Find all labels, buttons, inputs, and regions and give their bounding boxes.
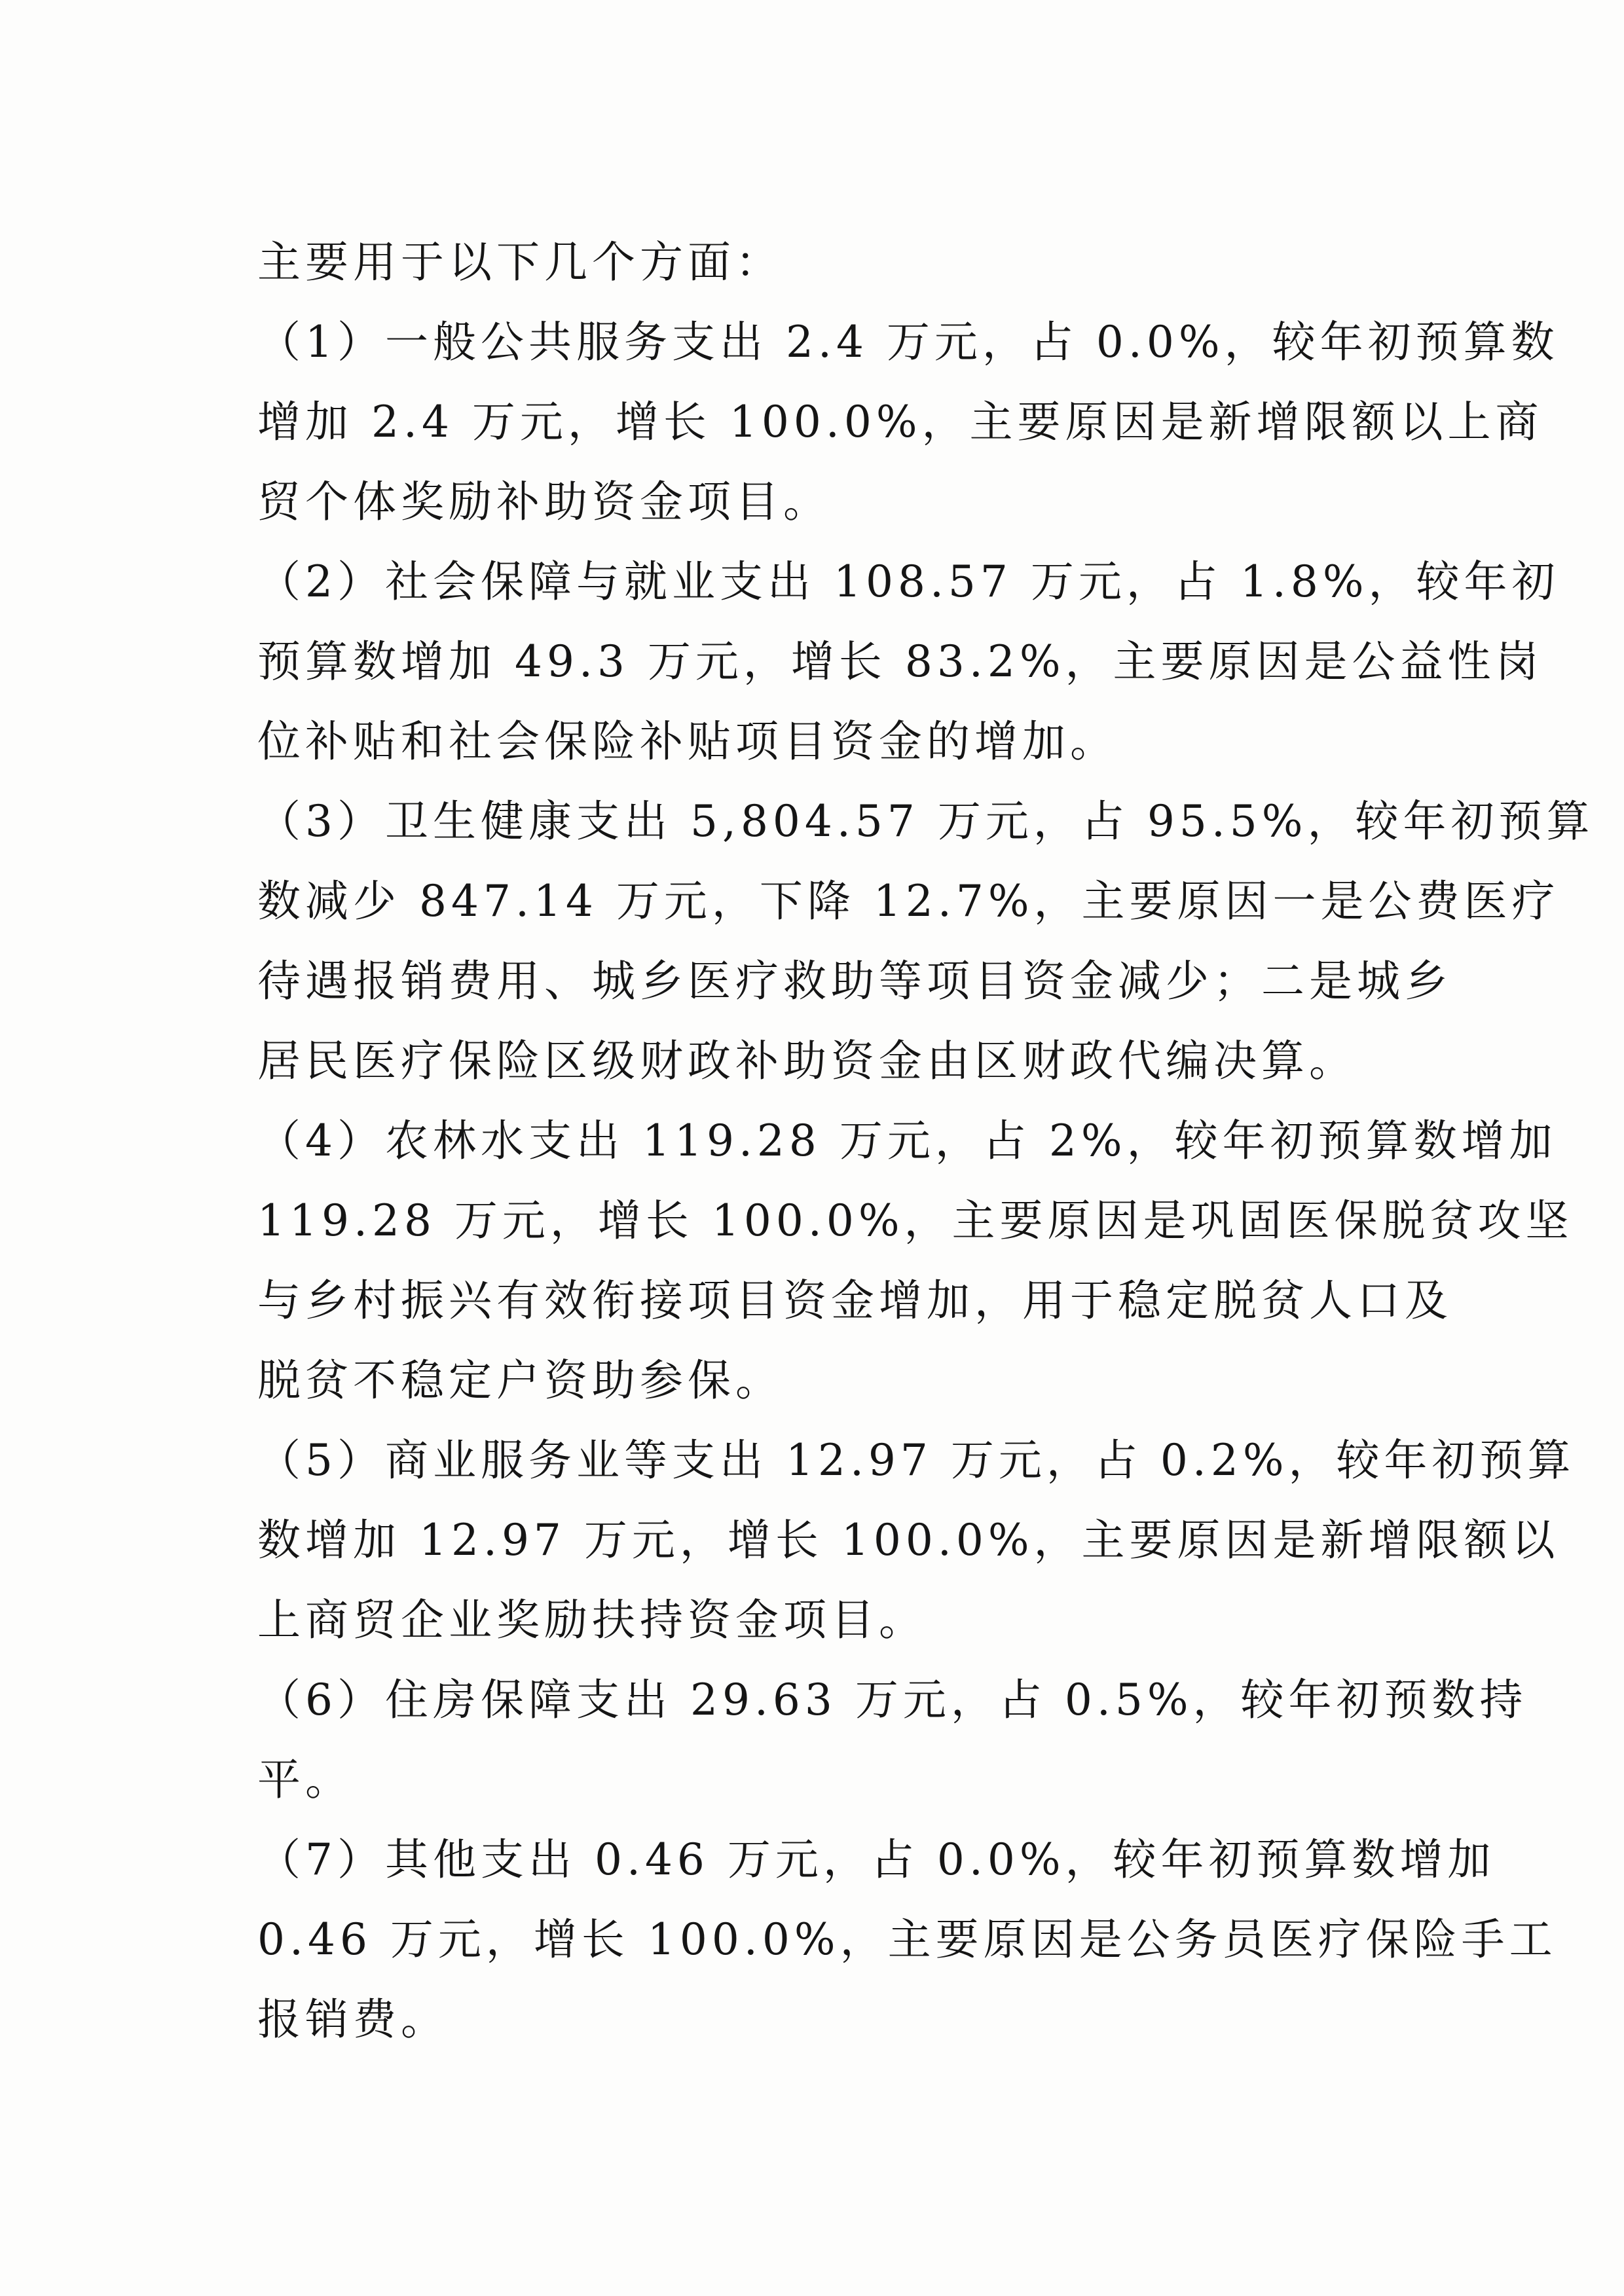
item-1-line-2: 增加 2.4 万元，增长 100.0%，主要原因是新增限额以上商 xyxy=(257,397,1543,447)
item-4-line-2: 119.28 万元，增长 100.0%，主要原因是巩固医保脱贫攻坚 xyxy=(257,1195,1574,1246)
body-text xyxy=(257,223,1595,2060)
item-1-line-3: 贸个体奖励补助资金项目。 xyxy=(257,477,831,527)
item-3-line-4: 居民医疗保险区级财政补助资金由区财政代编决算。 xyxy=(257,1036,1357,1086)
item-5-line-3: 上商贸企业奖励扶持资金项目。 xyxy=(257,1595,927,1645)
item-6-line-1: （6）住房保障支出 29.63 万元，占 0.5%，较年初预数持 xyxy=(257,1675,1528,1725)
item-3-line-2: 数减少 847.14 万元，下降 12.7%，主要原因一是公费医疗 xyxy=(257,876,1560,926)
item-3-line-1: （3）卫生健康支出 5,804.57 万元，占 95.5%，较年初预算 xyxy=(257,796,1595,847)
item-1-line-1: （1）一般公共服务支出 2.4 万元，占 0.0%，较年初预算数 xyxy=(257,317,1559,367)
intro-line: 主要用于以下几个方面： xyxy=(257,237,783,287)
item-4-line-1: （4）农林水支出 119.28 万元，占 2%，较年初预算数增加 xyxy=(257,1116,1557,1166)
item-2-line-1: （2）社会保障与就业支出 108.57 万元，占 1.8%，较年初 xyxy=(257,556,1560,607)
item-7-line-1: （7）其他支出 0.46 万元，占 0.0%，较年初预算数增加 xyxy=(257,1834,1496,1885)
item-5-line-1: （5）商业服务业等支出 12.97 万元，占 0.2%，较年初预算 xyxy=(257,1435,1576,1485)
item-6-line-2: 平。 xyxy=(257,1755,353,1805)
item-2-line-3: 位补贴和社会保险补贴项目资金的增加。 xyxy=(257,716,1118,767)
item-7-line-3: 报销费。 xyxy=(257,1994,449,2045)
item-4-line-4: 脱贫不稳定户资助参保。 xyxy=(257,1355,783,1406)
item-2-line-2: 预算数增加 49.3 万元，增长 83.2%，主要原因是公益性岗 xyxy=(257,636,1543,687)
item-5-line-2: 数增加 12.97 万元，增长 100.0%，主要原因是新增限额以 xyxy=(257,1515,1560,1565)
item-4-line-3: 与乡村振兴有效衔接项目资金增加，用于稳定脱贫人口及 xyxy=(257,1275,1452,1326)
item-3-line-3: 待遇报销费用、城乡医疗救助等项目资金减少；二是城乡 xyxy=(257,956,1452,1006)
item-7-line-2: 0.46 万元，增长 100.0%，主要原因是公务员医疗保险手工 xyxy=(257,1914,1557,1965)
